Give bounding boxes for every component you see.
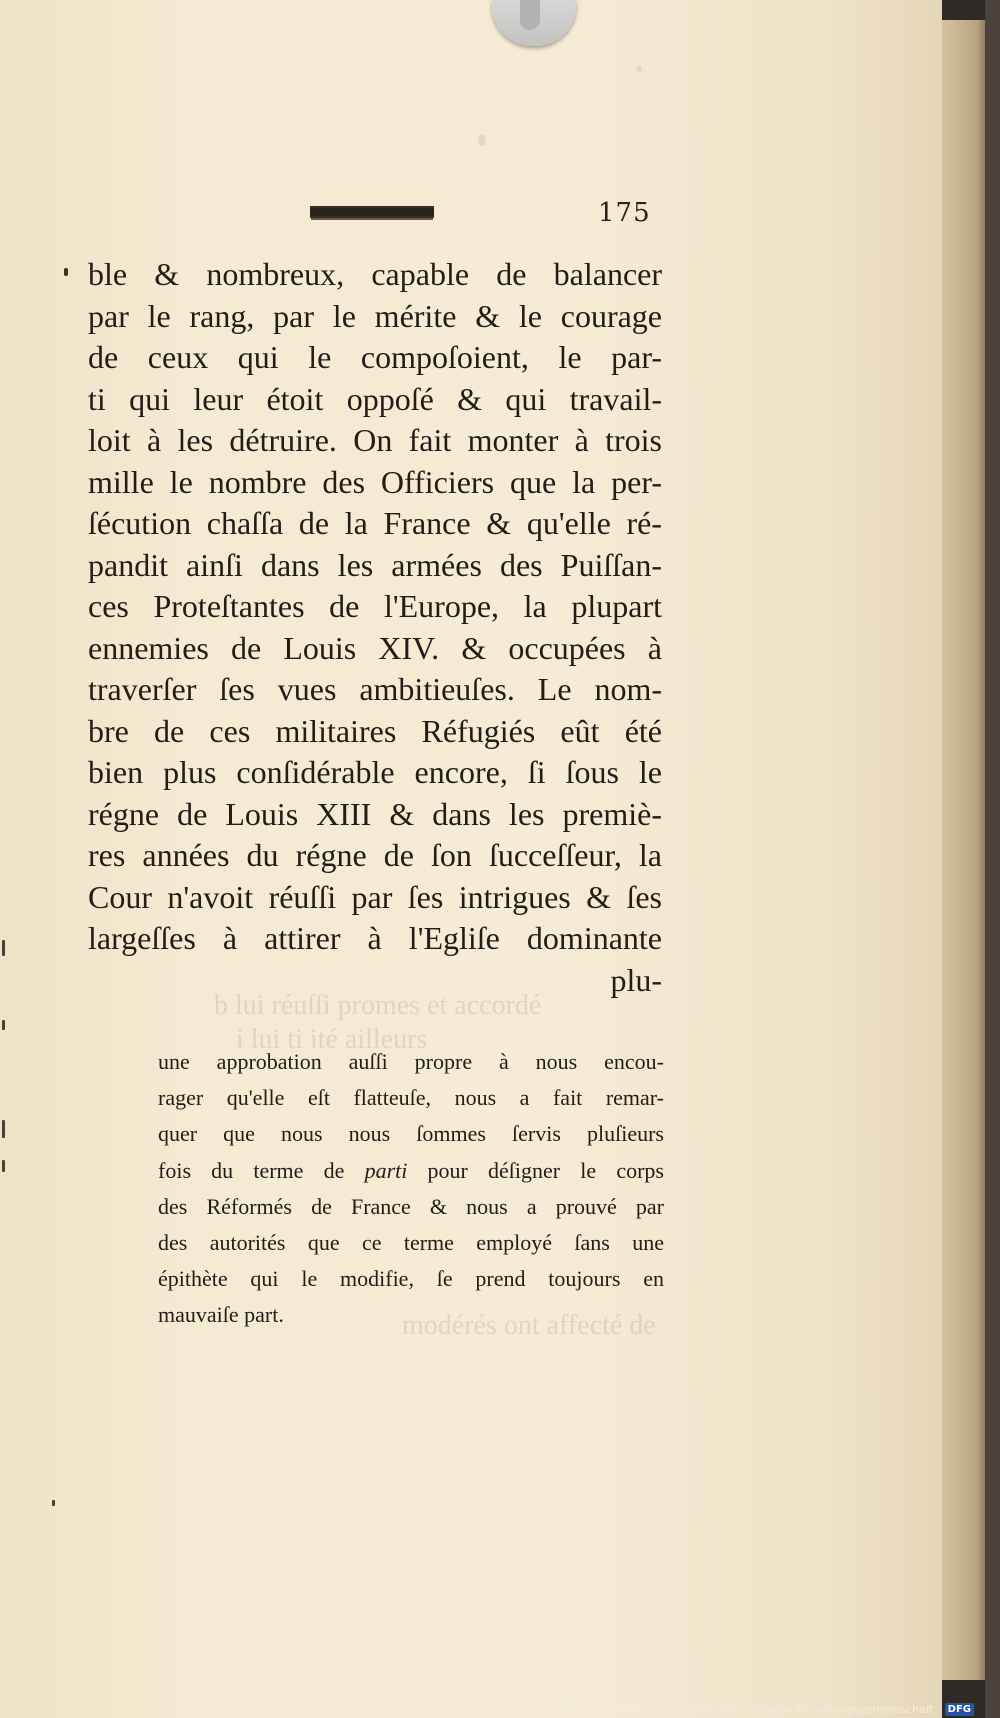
show-through-text: modérés ont affecté de <box>402 1310 656 1341</box>
header-rule <box>310 206 434 218</box>
body-line: pandit ainſi dans les armées des Puiſſan- <box>88 546 662 583</box>
show-through-text: i lui ti ité ailleurs <box>236 1024 428 1055</box>
body-line: bre de ces militaires Réfugiés eût été <box>88 712 662 749</box>
body-line: régne de Louis XIII & dans les premiè- <box>88 795 662 832</box>
margin-mark <box>2 1120 5 1138</box>
footnote-line: rager qu'elle eſt flatteuſe, nous a fait remar- <box>158 1085 664 1111</box>
line-marker <box>64 268 68 276</box>
footnote-line: mauvaiſe part. <box>158 1302 284 1328</box>
margin-mark <box>2 1020 5 1030</box>
digitization-credit <box>548 1703 974 1716</box>
body-text <box>88 254 662 1001</box>
body-line: ennemies de Louis XIV. & occupées à <box>88 629 662 666</box>
body-line: de ceux qui le compoſoient, le par- <box>88 339 662 375</box>
margin-mark <box>2 940 5 956</box>
body-line: ble & nombreux, capable de balancer <box>88 256 662 292</box>
body-line: Cour n'avoit réuſſi par ſes intrigues & ſes <box>88 878 662 915</box>
body-line: mille le nombre des Officiers que la per- <box>88 463 662 500</box>
body-line: bien plus conſidérable encore, ſi ſous le <box>88 754 662 790</box>
footnote-line: fois du terme de parti pour déſigner le corps <box>158 1157 664 1183</box>
body-line: traverſer ſes vues ambitieuſes. Le nom- <box>88 671 662 707</box>
body-line: res années du régne de ſon ſucceſſeur, la <box>88 837 662 873</box>
margin-mark <box>2 1160 5 1172</box>
book-spine-shadow <box>985 0 1000 1718</box>
credit-text: Digitalisierung gefördert durch die Deutsche Forschungsgemeinschaft · <box>547 1703 941 1716</box>
body-line: largeſſes à attirer à l'Egliſe dominante <box>88 920 662 956</box>
dfg-logo: DFG <box>945 1703 974 1716</box>
body-line: ſécution chaſſa de la France & qu'elle ré- <box>88 505 662 541</box>
page-number: 175 <box>598 198 651 228</box>
show-through-text: b lui réuſſi promes et accordé <box>214 990 542 1021</box>
footnote-line: une approbation auſſi propre à nous encou- <box>158 1049 664 1074</box>
body-line: par le rang, par le mérite & le courage <box>88 297 662 334</box>
body-line: plu- <box>610 961 662 998</box>
body-line: ti qui leur étoit oppoſé & qui travail- <box>88 380 662 417</box>
foxing-spot <box>636 66 642 72</box>
italic-term: parti <box>364 1157 408 1183</box>
margin-mark <box>52 1500 55 1506</box>
footnote <box>158 1044 664 1334</box>
body-line: loit à les détruire. On fait monter à trois <box>88 422 662 458</box>
footnote-line: des Réformés de France & nous a prouvé par <box>158 1193 664 1219</box>
footnote-line: épithète qui le modifie, ſe prend toujours en <box>158 1266 664 1292</box>
footnote-line: des autorités que ce terme employé ſans une <box>158 1230 664 1256</box>
body-line: ces Proteſtantes de l'Europe, la plupart <box>88 588 662 624</box>
foxing-spot <box>478 134 486 146</box>
bookmark-clip-inner <box>520 0 540 30</box>
footnote-line: quer que nous nous ſommes ſervis pluſieurs <box>158 1121 664 1147</box>
